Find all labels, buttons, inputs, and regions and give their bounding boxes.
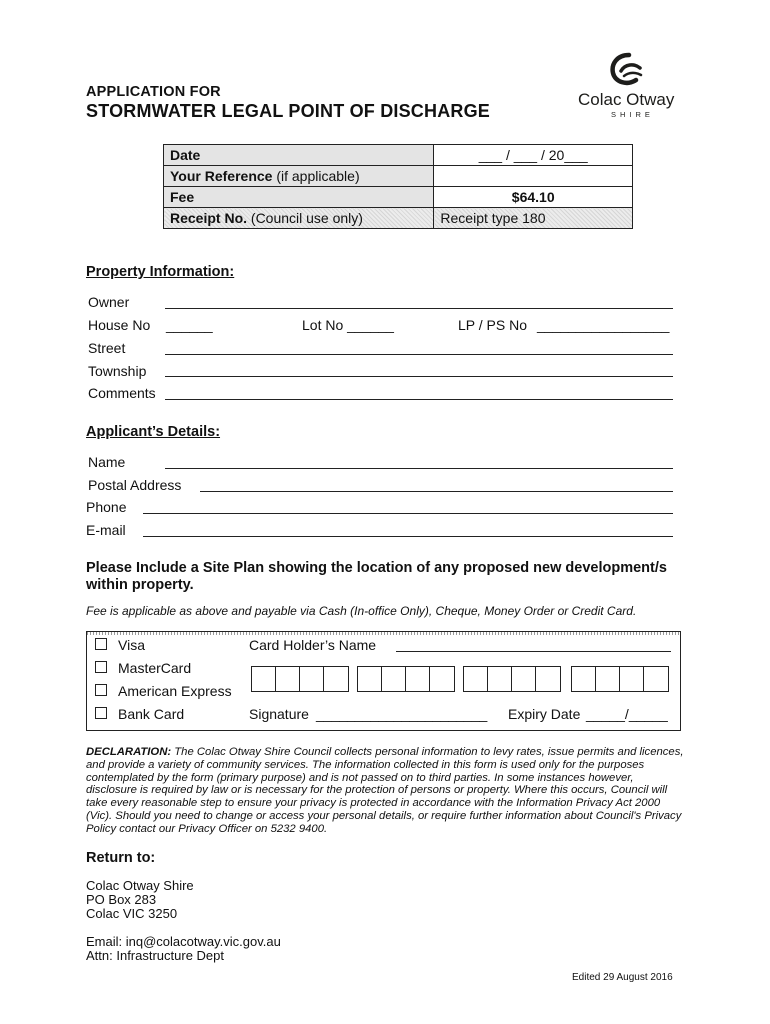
- card-digit-box[interactable]: [488, 667, 512, 691]
- card-digit-box[interactable]: [572, 667, 596, 691]
- name-label: Name: [88, 454, 126, 470]
- mastercard-checkbox[interactable]: [95, 661, 107, 673]
- card-digit-box[interactable]: [430, 667, 454, 691]
- card-number-group-4[interactable]: [571, 666, 669, 692]
- table-row: [164, 166, 633, 187]
- card-number-group-1[interactable]: [251, 666, 349, 692]
- edited-date: Edited 29 August 2016: [572, 972, 673, 983]
- card-digit-box[interactable]: [596, 667, 620, 691]
- card-digit-box[interactable]: [512, 667, 536, 691]
- card-number-group-3[interactable]: [463, 666, 561, 692]
- fee-value: $64.10: [434, 187, 633, 208]
- signature-label: Signature: [249, 706, 309, 722]
- logo-wordmark: Colac Otway: [578, 90, 675, 109]
- visa-checkbox[interactable]: [95, 638, 107, 650]
- township-field[interactable]: [165, 376, 673, 377]
- fee-payment-note: Fee is applicable as above and payable via Cash (In-office Only), Cheque, Money Order or Credit Card.: [86, 604, 637, 618]
- table-row: [164, 208, 633, 229]
- contact-email[interactable]: Email: inq@colacotway.vic.gov.au: [86, 934, 281, 949]
- street-field[interactable]: [165, 354, 673, 355]
- owner-label: Owner: [88, 294, 130, 310]
- return-to-title: Return to:: [86, 850, 156, 866]
- card-digit-box[interactable]: [382, 667, 406, 691]
- declaration-lead: DECLARATION:: [86, 746, 172, 758]
- name-field[interactable]: [165, 468, 673, 469]
- date-label-bold: Date: [170, 147, 201, 163]
- reference-label-bold: Your Reference: [170, 168, 273, 184]
- bank-card-label: Bank Card: [118, 706, 185, 722]
- email-label: E-mail: [86, 522, 126, 538]
- lot-no-field[interactable]: Lot No ______: [302, 317, 394, 333]
- receipt-label-bold: Receipt No.: [170, 210, 248, 226]
- fee-label: [164, 187, 434, 208]
- house-no-field[interactable]: ______: [166, 317, 213, 333]
- address-line: Colac VIC 3250: [86, 906, 178, 921]
- address-line: Colac Otway Shire: [86, 878, 194, 893]
- site-plan-note: Please Include a Site Plan showing the location of any proposed new development/s within property.: [86, 560, 667, 593]
- bank-card-checkbox[interactable]: [95, 707, 107, 719]
- card-digit-box[interactable]: [536, 667, 560, 691]
- reference-label-note: (if applicable): [272, 168, 360, 184]
- payment-details-box: [86, 631, 681, 731]
- card-digit-box[interactable]: [406, 667, 430, 691]
- applicant-section-title: Applicant’s Details:: [86, 424, 221, 440]
- reference-label: [164, 166, 434, 187]
- property-section-title: Property Information:: [86, 264, 235, 280]
- postal-address-label: Postal Address: [88, 477, 182, 493]
- receipt-label: [164, 208, 434, 229]
- table-row: [164, 187, 633, 208]
- logo-subtitle: SHIRE: [611, 110, 654, 119]
- card-digit-box[interactable]: [620, 667, 644, 691]
- street-label: Street: [88, 340, 126, 356]
- mastercard-label: MasterCard: [118, 660, 192, 676]
- address-line: PO Box 283: [86, 892, 157, 907]
- swirl-logo-icon: [607, 52, 647, 88]
- privacy-declaration: [86, 746, 686, 836]
- receipt-type: Receipt type 180: [434, 208, 633, 229]
- lp-ps-label: LP / PS No: [458, 317, 528, 333]
- owner-field[interactable]: [165, 308, 673, 309]
- date-field[interactable]: ___ / ___ / 20___: [434, 145, 633, 166]
- form-heading-small: APPLICATION FOR: [86, 84, 221, 100]
- card-digit-box[interactable]: [324, 667, 348, 691]
- american-express-checkbox[interactable]: [95, 684, 107, 696]
- phone-field[interactable]: [143, 513, 673, 514]
- card-digit-box[interactable]: [644, 667, 668, 691]
- reference-field[interactable]: [434, 166, 633, 187]
- comments-field[interactable]: [165, 399, 673, 400]
- expiry-date-field[interactable]: _____/_____: [586, 706, 668, 722]
- card-digit-box[interactable]: [300, 667, 324, 691]
- card-holder-field[interactable]: [396, 651, 671, 652]
- colac-otway-logo: [578, 52, 678, 124]
- signature-field[interactable]: ______________________: [316, 706, 488, 722]
- visa-label: Visa: [118, 637, 145, 653]
- expiry-date-label: Expiry Date: [508, 706, 581, 722]
- fee-label-bold: Fee: [170, 189, 195, 205]
- township-label: Township: [88, 363, 147, 379]
- date-label: [164, 145, 434, 166]
- lp-ps-field[interactable]: _________________: [537, 317, 670, 333]
- contact-attention: Attn: Infrastructure Dept: [86, 948, 225, 963]
- card-digit-box[interactable]: [276, 667, 300, 691]
- card-number-group-2[interactable]: [357, 666, 455, 692]
- return-contact: [86, 935, 281, 963]
- card-digit-box[interactable]: [464, 667, 488, 691]
- email-field[interactable]: [143, 536, 673, 537]
- postal-address-field[interactable]: [200, 491, 673, 492]
- card-digit-box[interactable]: [252, 667, 276, 691]
- return-address: [86, 879, 194, 921]
- phone-label: Phone: [86, 499, 127, 515]
- dotted-divider: [87, 632, 680, 635]
- table-row: [164, 145, 633, 166]
- card-digit-box[interactable]: [358, 667, 382, 691]
- comments-label: Comments: [88, 385, 156, 401]
- american-express-label: American Express: [118, 683, 232, 699]
- card-holder-label: Card Holder’s Name: [249, 637, 377, 653]
- declaration-text: The Colac Otway Shire Council collects personal information to levy rates, issue permits and licences, and provide a variety of community services. The information collected in this form is used only for the purposes contemplated by the form (primary purpose) and is not passed on to third parties. In some instances however, disclosure is required by law or is necessary for the protection of persons or property. Where this occurs, Council will take every reasonable step to ensure your privacy is protected in accordance with the Information Privacy Act 2000 (Vic). Should you need to change or access your personal details, or require further information about Council's Privacy Policy contact our Privacy Officer on 5232 9400.: [86, 746, 684, 835]
- application-summary-table: [163, 144, 633, 229]
- house-no-label: House No: [88, 317, 151, 333]
- form-title: STORMWATER LEGAL POINT OF DISCHARGE: [86, 101, 491, 121]
- receipt-label-note: (Council use only): [247, 210, 363, 226]
